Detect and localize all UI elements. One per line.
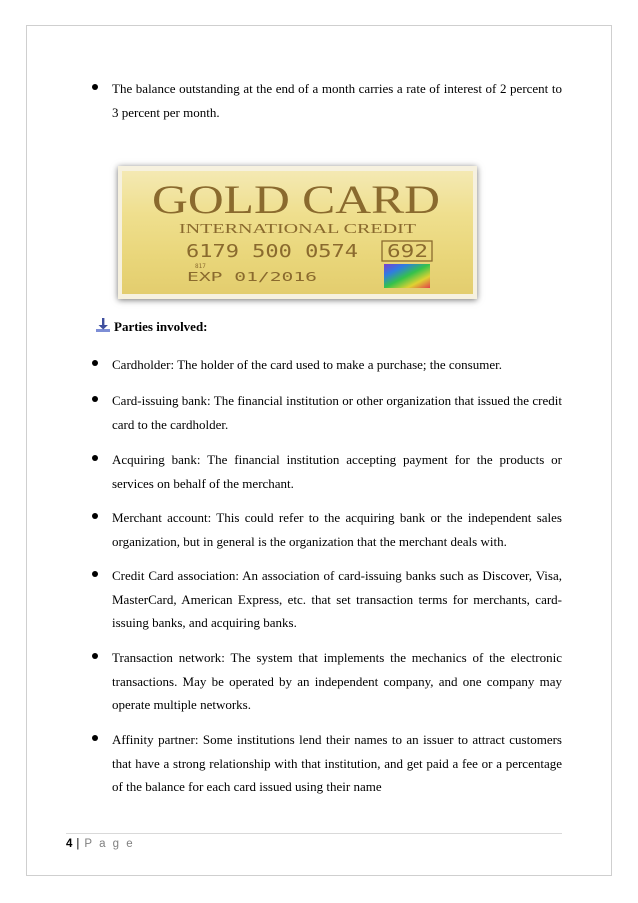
footer-divider xyxy=(66,833,562,834)
list-item-text: Credit Card association: An association of card-issuing banks such as Discover, Visa, MasterCard, American Express, etc. that set transaction terms for merchants, card-issuing banks, and acquiring banks. xyxy=(112,568,562,630)
list-item xyxy=(112,448,562,495)
list-item-text: The balance outstanding at the end of a month carries a rate of interest of 2 percent to 3 percent per month. xyxy=(112,81,562,120)
footer-separator: | xyxy=(76,838,80,850)
down-arrow-bullet-icon xyxy=(96,318,110,334)
bullet-icon xyxy=(92,360,98,366)
bullet-icon xyxy=(92,455,98,461)
list-item-text: Acquiring bank: The financial institution accepting payment for the products or services on behalf of the merchant. xyxy=(112,452,562,491)
bullet-icon xyxy=(92,571,98,577)
list-item xyxy=(112,506,562,553)
list-item xyxy=(112,353,562,377)
bullet-icon xyxy=(92,735,98,741)
list-item xyxy=(112,728,562,799)
list-item xyxy=(112,646,562,717)
page-label: P a g e xyxy=(84,838,135,850)
card-small-code-text: 817 xyxy=(195,263,206,270)
page-number: 4 xyxy=(66,838,73,850)
card-face xyxy=(122,171,473,294)
bullet-icon xyxy=(92,653,98,659)
card-brand-text: GOLD CARD xyxy=(152,177,440,222)
section-heading-text: Parties involved: xyxy=(114,319,208,334)
card-number-text: 6179 500 0574 xyxy=(186,241,358,262)
card-subtitle-text: INTERNATIONAL CREDIT xyxy=(179,222,417,237)
card-code-text: 692 xyxy=(387,241,428,262)
card-expiry-text: EXP 01/2016 xyxy=(187,270,317,284)
list-item-text: Affinity partner: Some institutions lend their names to an issuer to attract customers that have a strong relationship with that institution, and get paid a fee or a percentage of the balance for each card issued using their name xyxy=(112,732,562,794)
hologram-icon xyxy=(384,264,430,288)
list-item-text: Cardholder: The holder of the card used to make a purchase; the consumer. xyxy=(112,357,502,372)
list-item-text: Card-issuing bank: The financial institution or other organization that issued the credit card to the cardholder. xyxy=(112,393,562,432)
list-item-text: Merchant account: This could refer to the acquiring bank or the independent sales organization, but in general is the organization that the merchant deals with. xyxy=(112,510,562,549)
bullet-icon xyxy=(92,396,98,402)
bullet-icon xyxy=(92,84,98,90)
list-item-interest-rate xyxy=(112,77,562,124)
list-item-text: Transaction network: The system that implements the mechanics of the electronic transactions. May be operated by an independent company, and one company may operate multiple networks. xyxy=(112,650,562,712)
list-item xyxy=(112,389,562,436)
list-item xyxy=(112,564,562,635)
gold-card-image xyxy=(118,166,477,299)
bullet-icon xyxy=(92,513,98,519)
page-footer xyxy=(66,838,135,850)
